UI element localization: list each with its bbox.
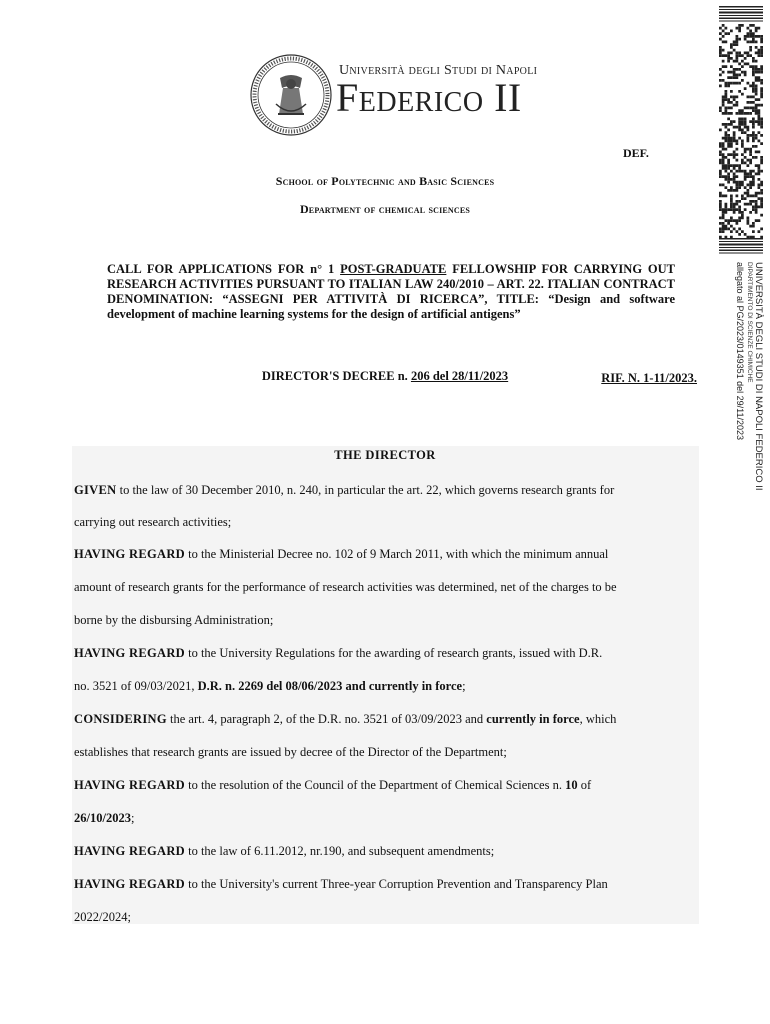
paragraph-keyword: HAVING REGARD bbox=[74, 877, 185, 891]
paragraph-text: , which bbox=[579, 712, 617, 726]
paragraph-keyword: HAVING REGARD bbox=[74, 547, 185, 561]
call-title-underlined: POST-GRADUATE bbox=[340, 262, 447, 276]
paragraph-keyword: CONSIDERING bbox=[74, 712, 167, 726]
paragraph-given bbox=[74, 483, 614, 498]
paragraph-text: to the Ministerial Decree no. 102 of 9 March 2011, with which the minimum annual bbox=[184, 547, 609, 561]
university-name: Federico II bbox=[336, 75, 522, 120]
paragraph-emphasis: 26/10/2023 bbox=[74, 811, 131, 825]
paragraph-text: to the resolution of the Council of the Department of Chemical Sciences n. bbox=[184, 778, 566, 792]
paragraph-having-regard-1 bbox=[74, 547, 608, 562]
paragraph-text: to the University's current Three-year Corruption Prevention and Transparency Plan bbox=[184, 877, 608, 891]
paragraph-continuation bbox=[74, 811, 134, 826]
paragraph-keyword: GIVEN bbox=[74, 483, 117, 497]
stamp-department: DIPARTIMENTO DI SCIENZE CHIMICHE bbox=[746, 262, 753, 383]
call-title-part1: CALL FOR APPLICATIONS FOR n° 1 bbox=[107, 262, 341, 276]
paragraph-continuation: amount of research grants for the performance of research activities was determined, net of the charges to be bbox=[74, 580, 617, 594]
paragraph-continuation: borne by the disbursing Administration; bbox=[74, 613, 274, 627]
decree-number: 206 del 28/11/2023 bbox=[410, 369, 509, 383]
paragraph-continuation: 2022/2024; bbox=[74, 910, 131, 924]
paragraph-text: ; bbox=[130, 811, 135, 825]
reference-number: RIF. N. 1-11/2023. bbox=[601, 371, 697, 385]
paragraph-text: to the law of 6.11.2012, nr.190, and subsequent amendments; bbox=[184, 844, 495, 858]
paragraph-keyword: HAVING REGARD bbox=[74, 844, 185, 858]
protocol-stamp bbox=[728, 262, 764, 502]
paragraph-emphasis: D.R. n. 2269 del 08/06/2023 and currently in force bbox=[197, 679, 463, 693]
paragraph-emphasis: 10 bbox=[565, 778, 578, 792]
paragraph-text: no. 3521 of 09/03/2021, bbox=[74, 679, 198, 693]
paragraph-having-regard-5 bbox=[74, 877, 608, 892]
director-heading: THE DIRECTOR bbox=[334, 448, 436, 462]
def-label: DEF. bbox=[623, 146, 649, 160]
school-heading: School of Polytechnic and Basic Sciences bbox=[275, 174, 495, 188]
paragraph-continuation: carrying out research activities; bbox=[74, 515, 232, 529]
paragraph-keyword: HAVING REGARD bbox=[74, 778, 185, 792]
paragraph-keyword: HAVING REGARD bbox=[74, 646, 185, 660]
university-seal-logo bbox=[250, 54, 332, 136]
paragraph-text: ; bbox=[462, 679, 466, 693]
stamp-university: UNIVERSITÀ DEGLI STUDI DI NAPOLI FEDERICO II bbox=[753, 262, 764, 491]
decree-label: DIRECTOR'S DECREE n. bbox=[261, 369, 411, 383]
call-title bbox=[107, 262, 675, 322]
department-heading: Department of chemical sciences bbox=[299, 202, 471, 216]
paragraph-text: the art. 4, paragraph 2, of the D.R. no. 3521 of 03/09/2023 and bbox=[166, 712, 487, 726]
paragraph-emphasis: currently in force bbox=[486, 712, 580, 726]
paragraph-text: of bbox=[577, 778, 592, 792]
paragraph-having-regard-4 bbox=[74, 844, 494, 859]
paragraph-having-regard-3 bbox=[74, 778, 591, 793]
paragraph-continuation: establishes that research grants are issued by decree of the Director of the Department; bbox=[74, 745, 507, 759]
stamp-protocol: allegato al PG/2023/0149351 del 29/11/2023 bbox=[735, 262, 745, 440]
paragraph-considering bbox=[74, 712, 616, 727]
paragraph-text: to the University Regulations for the awarding of research grants, issued with D.R. bbox=[184, 646, 603, 660]
paragraph-having-regard-2 bbox=[74, 646, 602, 661]
university-line: Università degli Studi di Napoli bbox=[339, 63, 538, 78]
call-title-part2: FELLOWSHIP FOR CARRYING OUT RESEARCH ACTIVITIES PURSUANT TO ITALIAN LAW 240/2010 – ART. 22. ITALIAN CONTRACT DENOMINATION: “ASSEGNI PER ATTIVITÀ DI RICERCA”, TITLE: “Design and software development of machine learning systems for the design of artificial antigens” bbox=[107, 262, 676, 321]
paragraph-continuation bbox=[74, 679, 466, 694]
paragraph-text: to the law of 30 December 2010, n. 240, in particular the art. 22, which governs research grants for bbox=[116, 483, 615, 497]
qr-code-icon bbox=[719, 6, 763, 256]
